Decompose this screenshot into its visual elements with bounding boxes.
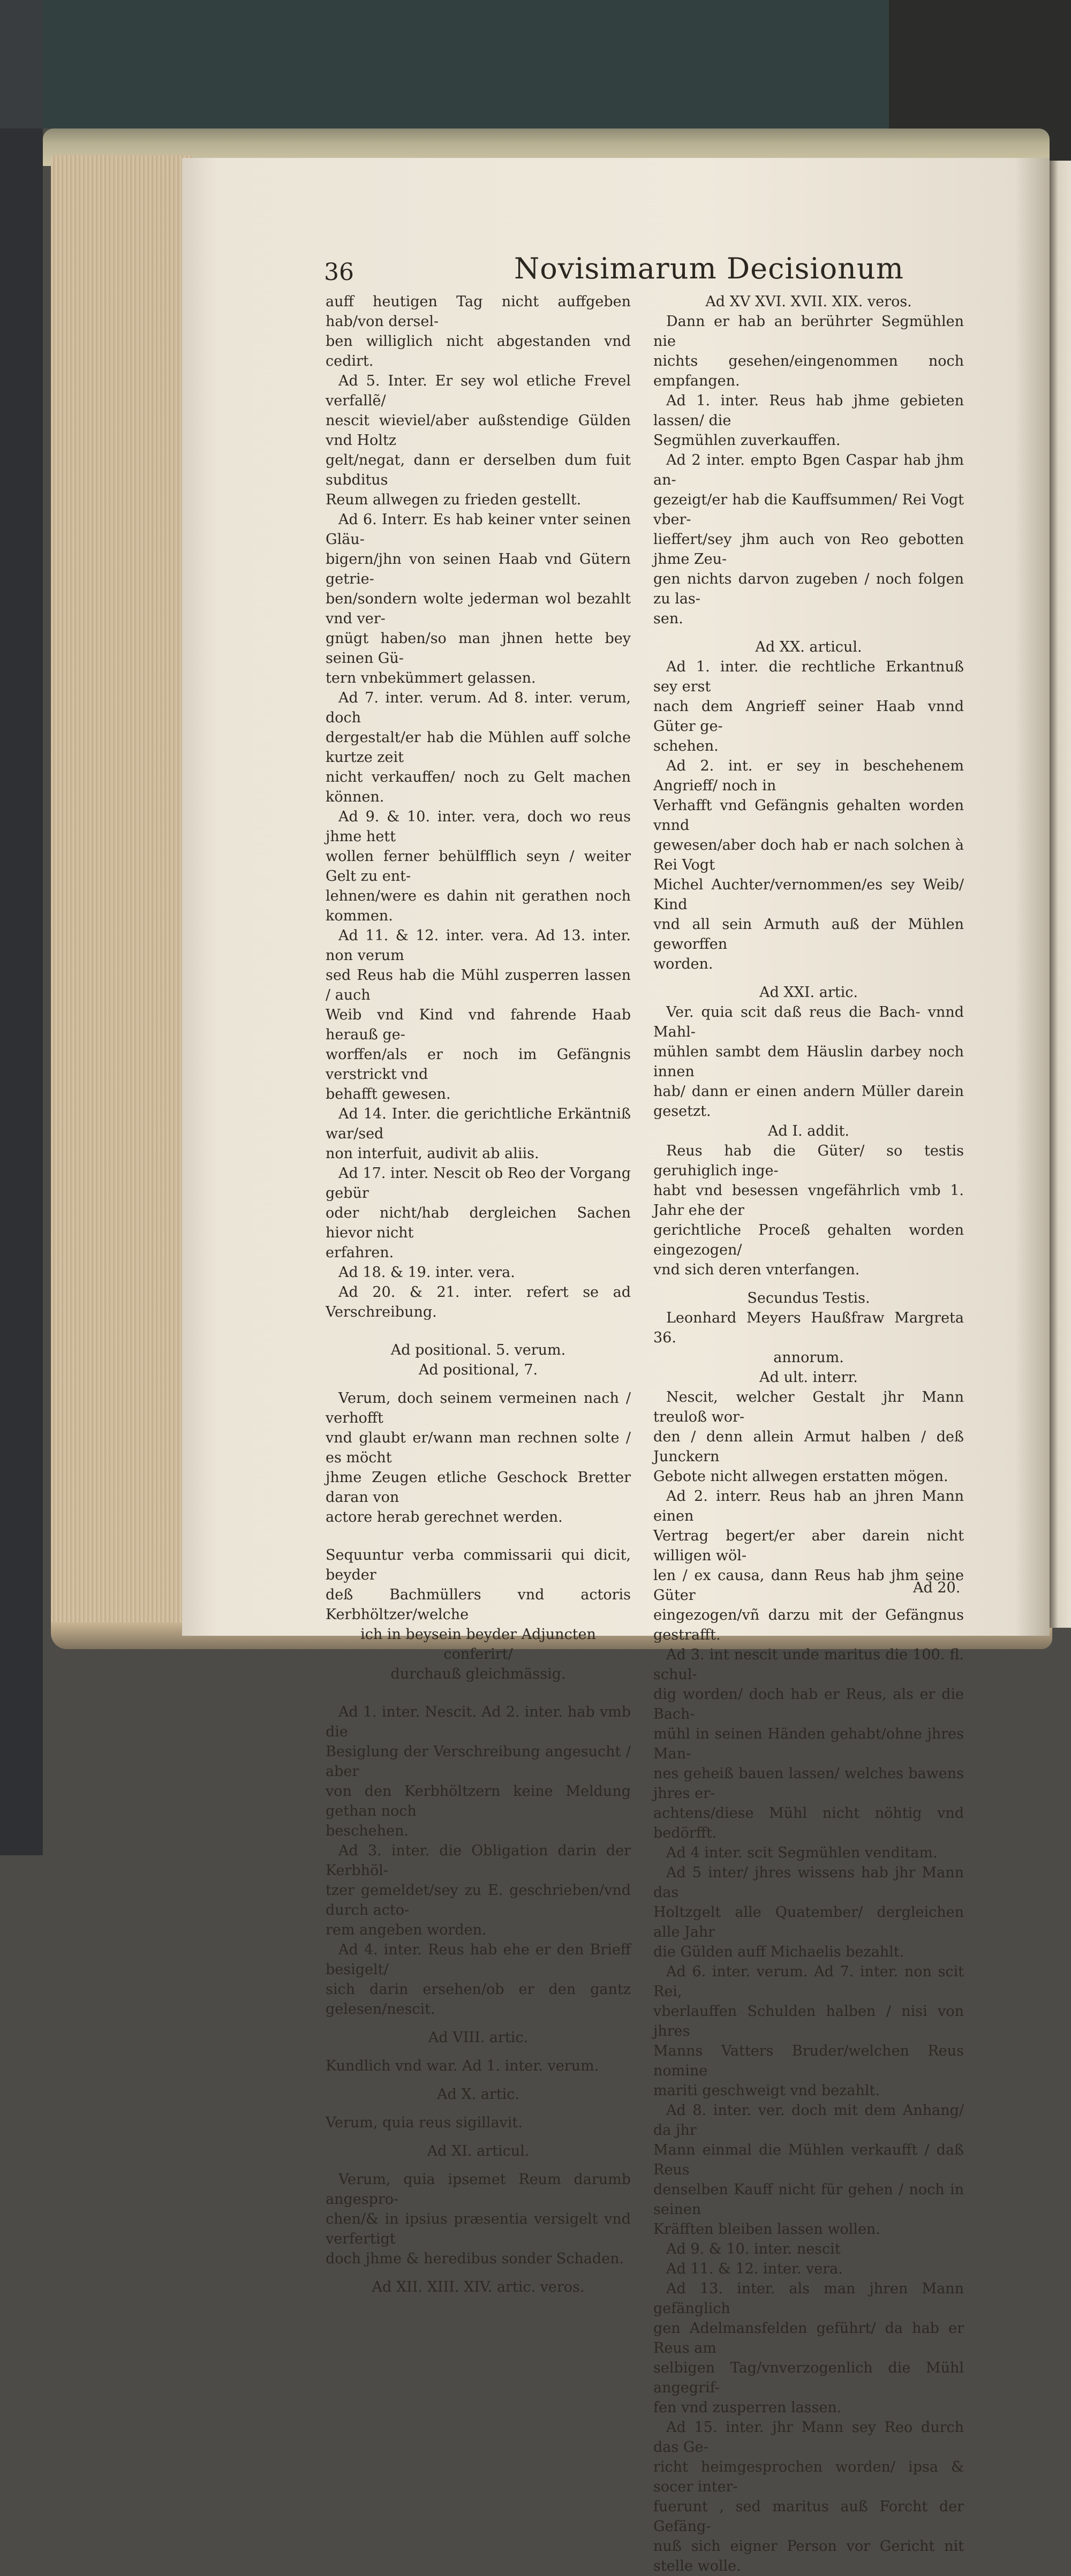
text-line: Ad 2 inter. empto Bgen Caspar hab jhm an- bbox=[653, 452, 964, 488]
section-heading: Ad VIII. artic. bbox=[428, 2029, 529, 2046]
text-line: Reum allwegen zu frieden gestellt. bbox=[326, 492, 582, 508]
section-heading: Ad X. artic. bbox=[437, 2086, 519, 2103]
text-line: mühlen sambt dem Häuslin darbey noch innen bbox=[653, 1044, 964, 1080]
text-line: Ad 6. Interr. Es hab keiner vnter seinen Gläu- bbox=[326, 511, 631, 548]
text-line: Ad 7. inter. verum. Ad 8. inter. verum, doch bbox=[326, 690, 631, 726]
text-line: nicht verkauffen/ noch zu Gelt machen können. bbox=[326, 769, 631, 805]
text-line: Ad 1. inter. die rechtliche Erkantnuß sey erst bbox=[653, 659, 964, 695]
text-line: Nescit, welcher Gestalt jhr Mann treuloß wor- bbox=[653, 1389, 964, 1425]
text-line: nes geheiß bauen lassen/ welches bawens jhres er- bbox=[653, 1765, 964, 1802]
text-line: sich darin ersehen/ob er den gantz gelesen/nescit. bbox=[326, 1981, 631, 2018]
text-line: beschehen. bbox=[326, 1823, 409, 1839]
section-heading: Ad XXI. artic. bbox=[759, 984, 858, 1001]
left-column bbox=[326, 292, 631, 2297]
spacer bbox=[326, 1684, 631, 1702]
section-heading: Secundus Testis. bbox=[747, 1290, 870, 1306]
text-line: Ver. quia scit daß reus die Bach- vnnd Mahl- bbox=[653, 1004, 964, 1040]
text-line: bigern/jhn von seinen Haab vnd Gütern getrie- bbox=[326, 551, 631, 587]
section-heading: Ad XX. articul. bbox=[755, 639, 862, 655]
text-line: Segmühlen zuverkauffen. bbox=[653, 432, 841, 449]
section-heading: Ad positional. 5. verum. bbox=[390, 1342, 566, 1358]
text-line: Ad 20. & 21. inter. refert se ad Verschreibung. bbox=[326, 1284, 631, 1320]
text-line: len / ex causa, dann Reus hab jhm seine Güter bbox=[653, 1567, 964, 1604]
text-line: chen/& in ipsius præsentia versigelt vnd verfertigt bbox=[326, 2211, 631, 2247]
text-line: Ad 1. inter. Nescit. Ad 2. inter. hab vmb die bbox=[326, 1704, 631, 1740]
text-line: nescit wieviel/aber außstendige Gülden vnd Holtz bbox=[326, 412, 631, 449]
text-line: dergestalt/er hab die Mühlen auff solche kurtze zeit bbox=[326, 729, 631, 766]
text-line: nichts gesehen/eingenommen noch empfangen. bbox=[653, 353, 964, 389]
section-heading: Ad XII. XIII. XIV. artic. veros. bbox=[372, 2279, 585, 2295]
text-line: Ad 9. & 10. inter. nescit bbox=[666, 2241, 841, 2257]
text-line: richt heimgesprochen worden/ ipsa & socer inter- bbox=[653, 2459, 964, 2495]
catchword: Ad 20. bbox=[913, 1580, 961, 1596]
running-title: Novisimarum Decisionum bbox=[514, 252, 904, 285]
text-line: Verum, quia reus sigillavit. bbox=[326, 2114, 523, 2131]
text-line: fuerunt , sed maritus auß Forcht der Gefäng- bbox=[653, 2498, 964, 2535]
text-line: gewesen/aber doch hab er nach solchen à Rei Vogt bbox=[653, 837, 964, 873]
text-line: oder nicht/hab dergleichen Sachen hievor nicht bbox=[326, 1205, 631, 1241]
text-line: annorum. bbox=[773, 1349, 844, 1366]
text-line: lehnen/were es dahin nit gerathen noch kommen. bbox=[326, 888, 631, 924]
text-line: Mann einmal die Mühlen verkaufft / daß Reus bbox=[653, 2142, 964, 2178]
text-line: mühl in seinen Händen gehabt/ohne jhres Man- bbox=[653, 1726, 964, 1762]
text-line: schehen. bbox=[653, 738, 719, 754]
text-line: gelt/negat, dann er derselben dum fuit subditus bbox=[326, 452, 631, 488]
text-line: Michel Auchter/vernommen/es sey Weib/ Kind bbox=[653, 877, 964, 913]
text-line: den / denn allein Armut halben / deß Junckern bbox=[653, 1429, 964, 1465]
text-line: Ad 2. interr. Reus hab an jhren Mann einen bbox=[653, 1488, 964, 1524]
text-line: fen vnd zusperren lassen. bbox=[653, 2399, 842, 2416]
text-line: Dann er hab an berührter Segmühlen nie bbox=[653, 313, 964, 350]
text-line: non interfuit, audivit ab aliis. bbox=[326, 1145, 539, 1162]
text-line: Ad 13. inter. als man jhren Mann gefänglich bbox=[653, 2280, 964, 2317]
section-heading: Ad I. addit. bbox=[768, 1123, 849, 1139]
text-line: Ad 3. int nescit unde maritus die 100. fl. schul- bbox=[653, 1646, 964, 1683]
text-line: Ad 5 inter/ jhres wissens hab jhr Mann das bbox=[653, 1864, 964, 1901]
text-line: Ad 14. Inter. die gerichtliche Erkäntniß war/sed bbox=[326, 1106, 631, 1142]
text-line: worffen/als er noch im Gefängnis verstrickt vnd bbox=[326, 1046, 631, 1083]
right-column bbox=[653, 292, 964, 2576]
section-heading: Ad positional, 7. bbox=[418, 1362, 538, 1378]
text-line: die Gülden auff Michaelis bezahlt. bbox=[653, 1944, 904, 1960]
text-line: vnd glaubt er/wann man rechnen solte / es möcht bbox=[326, 1430, 631, 1466]
spacer bbox=[326, 1322, 631, 1340]
text-line: Ad 17. inter. Nescit ob Reo der Vorgang gebür bbox=[326, 1165, 631, 1202]
text-line: gen nichts darvon zugeben / noch folgen zu las- bbox=[653, 571, 964, 607]
text-line: Sequuntur verba commissarii qui dicit, beyder bbox=[326, 1547, 631, 1583]
text-line: Kundlich vnd war. Ad 1. inter. verum. bbox=[326, 2058, 599, 2074]
text-line: von den Kerbhöltzern keine Meldung gethan noch bbox=[326, 1783, 631, 1819]
text-line: Ad 11. & 12. inter. vera. bbox=[666, 2261, 843, 2277]
text-line: dig worden/ doch hab er Reus, als er die Bach- bbox=[653, 1686, 964, 1723]
text-line: ben williglich nicht abgestanden vnd cedirt. bbox=[326, 333, 631, 369]
text-line: wollen ferner behülfflich seyn / weiter Gelt zu ent- bbox=[326, 848, 631, 885]
backdrop-cloth bbox=[43, 0, 889, 129]
text-line: ben/sondern wolte jederman wol bezahlt vnd ver- bbox=[326, 591, 631, 627]
text-line: Verum, doch seinem vermeinen nach / verhofft bbox=[326, 1390, 631, 1426]
text-line: Ad 4. inter. Reus hab ehe er den Brieff besigelt/ bbox=[326, 1942, 631, 1978]
text-line: vnd sich deren vnterfangen. bbox=[653, 1261, 860, 1278]
text-line: Ad 11. & 12. inter. vera. Ad 13. inter. non verum bbox=[326, 927, 631, 964]
text-line: sen. bbox=[653, 610, 683, 627]
text-line: behafft gewesen. bbox=[326, 1086, 451, 1102]
text-line: Weib vnd Kind vnd fahrende Haab herauß ge- bbox=[326, 1007, 631, 1043]
text-line: Verum, quia ipsemet Reum darumb angespro- bbox=[326, 2171, 631, 2208]
text-line: mariti geschweigt vnd bezahlt. bbox=[653, 2082, 880, 2099]
text-line: Ad 18. & 19. inter. vera. bbox=[338, 1264, 515, 1281]
text-line: Ad 1. inter. Reus hab jhme gebieten lassen/ die bbox=[653, 392, 964, 429]
text-line: worden. bbox=[653, 956, 713, 972]
backdrop-left bbox=[0, 0, 43, 1855]
text-line: tzer gemeldet/sey zu E. geschrieben/vnd durch acto- bbox=[326, 1882, 631, 1918]
text-line: achtens/diese Mühl nicht nöhtig vnd bedörfft. bbox=[653, 1805, 964, 1841]
text-line: auff heutigen Tag nicht auffgeben hab/von dersel- bbox=[326, 293, 631, 330]
text-line: Ad 6. inter. verum. Ad 7. inter. non scit Rei, bbox=[653, 1963, 964, 2000]
text-line: Verhafft vnd Gefängnis gehalten worden vnnd bbox=[653, 797, 964, 834]
text-line: Ad 5. Inter. Er sey wol etliche Frevel verfallẽ/ bbox=[326, 373, 631, 409]
facing-page-edge bbox=[1050, 161, 1071, 1628]
section-heading: Ad XV XVI. XVII. XIX. veros. bbox=[705, 293, 912, 310]
text-line: hab/ dann er einen andern Müller darein gesetzt. bbox=[653, 1083, 964, 1120]
text-line: tern vnbekümmert gelassen. bbox=[326, 670, 536, 686]
spacer bbox=[326, 2161, 631, 2170]
text-line: habt vnd besessen vngefährlich vmb 1. Jahr ehe der bbox=[653, 1182, 964, 1219]
text-line: erfahren. bbox=[326, 1244, 394, 1261]
text-line: gezeigt/er hab die Kauffsummen/ Rei Vogt vber- bbox=[653, 492, 964, 528]
text-line: denselben Kauff nicht für gehen / noch in seinen bbox=[653, 2181, 964, 2218]
text-line: Ad 2. int. er sey in beschehenem Angrieff/ noch in bbox=[653, 758, 964, 794]
text-line: nach dem Angrieff seiner Haab vnnd Güter ge- bbox=[653, 698, 964, 735]
section-heading: Ad ult. interr. bbox=[759, 1369, 858, 1386]
text-line: Ad 3. inter. die Obligation darin der Kerbhöl- bbox=[326, 1842, 631, 1879]
text-line: vnd all sein Armuth auß der Mühlen geworffen bbox=[653, 916, 964, 953]
text-line: Ad 4 inter. scit Segmühlen venditam. bbox=[666, 1845, 938, 1861]
text-line: Vertrag begert/er aber darein nicht willigen wöl- bbox=[653, 1528, 964, 1564]
text-line: jhme Zeugen etliche Geschock Bretter daran von bbox=[326, 1469, 631, 1506]
text-line: Kräfften bleiben lassen wollen. bbox=[653, 2221, 880, 2238]
text-line: Gebote nicht allwegen erstatten mögen. bbox=[653, 1468, 948, 1485]
text-line: durchauß gleichmässig. bbox=[390, 1666, 566, 1682]
section-heading: Ad XI. articul. bbox=[427, 2143, 530, 2159]
text-line: actore herab gerechnet werden. bbox=[326, 1509, 563, 1525]
text-line: doch jhme & heredibus sonder Schaden. bbox=[326, 2250, 624, 2267]
text-line: Reus hab die Güter/ so testis geruhiglich inge- bbox=[653, 1143, 964, 1179]
page-number: 36 bbox=[324, 259, 354, 286]
text-line: lieffert/sey jhm auch von Reo gebotten jhme Zeu- bbox=[653, 531, 964, 568]
text-line: deß Bachmüllers vnd actoris Kerbhöltzer/welche bbox=[326, 1587, 631, 1623]
book-fore-edge bbox=[51, 155, 193, 1633]
text-line: Besiglung der Verschreibung angesucht / aber bbox=[326, 1743, 631, 1780]
text-line: eingezogen/vñ darzu mit der Gefängnus gestrafft. bbox=[653, 1607, 964, 1643]
spacer bbox=[326, 1380, 631, 1388]
text-line: Ad 8. inter. ver. doch mit dem Anhang/ da jhr bbox=[653, 2102, 964, 2139]
text-line: rem angeben worden. bbox=[326, 1922, 487, 1938]
spacer bbox=[326, 2048, 631, 2056]
text-line: Leonhard Meyers Haußfraw Margreta 36. bbox=[653, 1310, 964, 1346]
text-line: Holtzgelt alle Quatember/ dergleichen alle Jahr bbox=[653, 1904, 964, 1940]
text-line: ich in beysein beyder Adjuncten conferirt/ bbox=[360, 1626, 596, 1663]
text-line: sed Reus hab die Mühl zusperren lassen / auch bbox=[326, 967, 631, 1003]
text-line: nuß sich eigner Person vor Gericht nit stelle wolle. bbox=[653, 2538, 964, 2574]
spacer bbox=[326, 1527, 631, 1545]
spacer bbox=[326, 2104, 631, 2113]
text-line: gen Adelmansfelden geführt/ da hab er Reus am bbox=[653, 2320, 964, 2356]
text-line: selbigen Tag/vnverzogenlich die Mühl angegrif- bbox=[653, 2360, 964, 2396]
text-line: Ad 9. & 10. inter. vera, doch wo reus jhme hett bbox=[326, 809, 631, 845]
text-line: vberlauffen Schulden halben / nisi von jhres bbox=[653, 2003, 964, 2039]
text-line: gerichtliche Proceß gehalten worden eingezogen/ bbox=[653, 1222, 964, 1258]
text-line: Manns Vatters Bruder/welchen Reus nomine bbox=[653, 2043, 964, 2079]
text-line: gnügt haben/so man jhnen hette bey seinen Gü- bbox=[326, 630, 631, 667]
text-line: Ad 15. inter. jhr Mann sey Reo durch das Ge- bbox=[653, 2419, 964, 2456]
